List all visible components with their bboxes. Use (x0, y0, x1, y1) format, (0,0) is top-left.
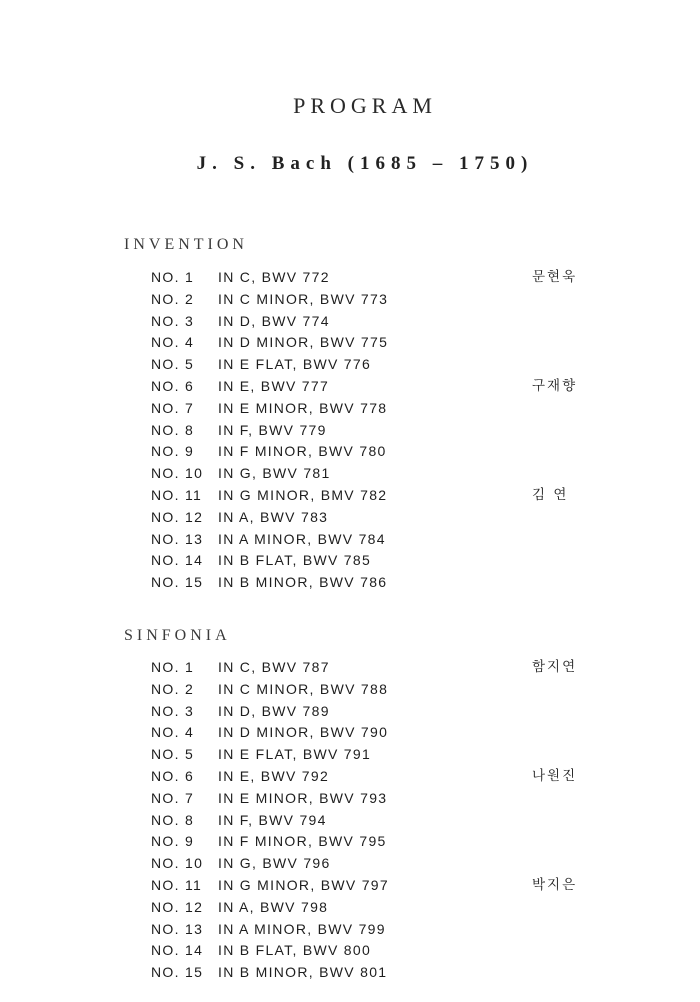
piece-key: IN D MINOR, BWV 775 (218, 334, 389, 351)
list-item (151, 550, 591, 572)
list-item (151, 441, 591, 463)
composer-heading: J. S. Bach (1685 – 1750) (196, 153, 534, 174)
piece-key: IN B MINOR, BWV 786 (218, 574, 388, 591)
performer-name: 나원진 (532, 767, 578, 784)
piece-key: IN F, BWV 794 (218, 811, 327, 828)
piece-key: IN E MINOR, BWV 778 (218, 399, 388, 416)
list-item (151, 831, 591, 853)
piece-number: NO. 15 (151, 964, 204, 981)
list-item (151, 744, 591, 766)
piece-number: NO. 6 (151, 767, 195, 784)
piece-number: NO. 10 (151, 855, 204, 872)
piece-number: NO. 7 (151, 399, 195, 416)
piece-number: NO. 12 (151, 508, 204, 525)
piece-key: IN E FLAT, BWV 791 (218, 746, 372, 763)
piece-number: NO. 7 (151, 789, 195, 806)
performer-name: 구재향 (532, 377, 578, 394)
piece-number: NO. 13 (151, 920, 204, 937)
list-item (151, 875, 591, 897)
piece-number: NO. 13 (151, 530, 204, 547)
piece-key: IN D, BWV 774 (218, 312, 330, 329)
performer-name: 문현욱 (532, 269, 578, 285)
invention-list (151, 267, 591, 594)
list-item (151, 897, 591, 919)
list-item (151, 679, 591, 701)
list-item (151, 398, 591, 420)
piece-number: NO. 5 (151, 356, 195, 373)
piece-number: NO. 14 (151, 552, 204, 569)
section-heading-invention: INVENTION (124, 236, 248, 253)
piece-number: NO. 11 (151, 486, 203, 503)
list-item (151, 529, 591, 551)
list-item (151, 332, 591, 354)
piece-number: NO. 11 (151, 876, 203, 893)
piece-key: IN F MINOR, BWV 780 (218, 443, 387, 460)
piece-number: NO. 9 (151, 833, 195, 850)
piece-key: IN C, BWV 772 (218, 269, 330, 285)
piece-key: IN G MINOR, BWV 797 (218, 876, 389, 893)
piece-key: IN F, BWV 779 (218, 421, 327, 438)
piece-key: IN F MINOR, BWV 795 (218, 833, 387, 850)
piece-key: IN C MINOR, BWV 788 (218, 680, 389, 697)
piece-number: NO. 6 (151, 377, 195, 394)
piece-key: IN A, BWV 798 (218, 898, 329, 915)
piece-number: NO. 2 (151, 680, 195, 697)
list-item (151, 463, 591, 485)
list-item (151, 376, 591, 398)
piece-number: NO. 3 (151, 312, 195, 329)
piece-key: IN D MINOR, BWV 790 (218, 724, 389, 741)
list-item (151, 507, 591, 529)
list-item (151, 289, 591, 311)
piece-key: IN E, BWV 792 (218, 767, 330, 784)
list-item (151, 354, 591, 376)
piece-number: NO. 9 (151, 443, 195, 460)
piece-key: IN G, BWV 796 (218, 855, 331, 872)
piece-number: NO. 8 (151, 421, 195, 438)
piece-key: IN B FLAT, BWV 785 (218, 552, 372, 569)
piece-number: NO. 15 (151, 574, 204, 591)
piece-number: NO. 8 (151, 811, 195, 828)
piece-key: IN G MINOR, BMV 782 (218, 486, 388, 503)
piece-number: NO. 3 (151, 702, 195, 719)
list-item (151, 572, 591, 594)
list-item (151, 701, 591, 723)
list-item (151, 766, 591, 788)
list-item (151, 657, 591, 679)
piece-key: IN B MINOR, BWV 801 (218, 964, 388, 981)
performer-name: 함지연 (532, 659, 578, 675)
piece-key: IN E MINOR, BWV 793 (218, 789, 388, 806)
sinfonia-list (151, 657, 591, 984)
piece-number: NO. 5 (151, 746, 195, 763)
piece-key: IN A, BWV 783 (218, 508, 329, 525)
list-item (151, 420, 591, 442)
piece-key: IN A MINOR, BWV 799 (218, 920, 386, 937)
piece-number: NO. 4 (151, 334, 195, 351)
list-item (151, 919, 591, 941)
piece-number: NO. 2 (151, 290, 195, 307)
list-item (151, 311, 591, 333)
list-item (151, 267, 591, 289)
performer-name: 박지은 (532, 876, 578, 893)
piece-key: IN A MINOR, BWV 784 (218, 530, 386, 547)
piece-key: IN G, BWV 781 (218, 465, 331, 482)
piece-key: IN C MINOR, BWV 773 (218, 290, 389, 307)
piece-key: IN E, BWV 777 (218, 377, 330, 394)
list-item (151, 853, 591, 875)
list-item (151, 962, 591, 984)
piece-number: NO. 1 (151, 659, 195, 675)
piece-key: IN D, BWV 789 (218, 702, 330, 719)
piece-key: IN B FLAT, BWV 800 (218, 942, 372, 959)
piece-number: NO. 14 (151, 942, 204, 959)
list-item (151, 810, 591, 832)
section-heading-sinfonia: SINFONIA (124, 627, 231, 644)
piece-number: NO. 10 (151, 465, 204, 482)
list-item (151, 788, 591, 810)
performer-name: 김 연 (532, 486, 569, 503)
program-title: PROGRAM (293, 93, 437, 118)
piece-number: NO. 4 (151, 724, 195, 741)
piece-number: NO. 12 (151, 898, 204, 915)
piece-number: NO. 1 (151, 269, 195, 285)
piece-key: IN E FLAT, BWV 776 (218, 356, 372, 373)
list-item (151, 722, 591, 744)
list-item (151, 485, 591, 507)
piece-key: IN C, BWV 787 (218, 659, 330, 675)
list-item (151, 940, 591, 962)
